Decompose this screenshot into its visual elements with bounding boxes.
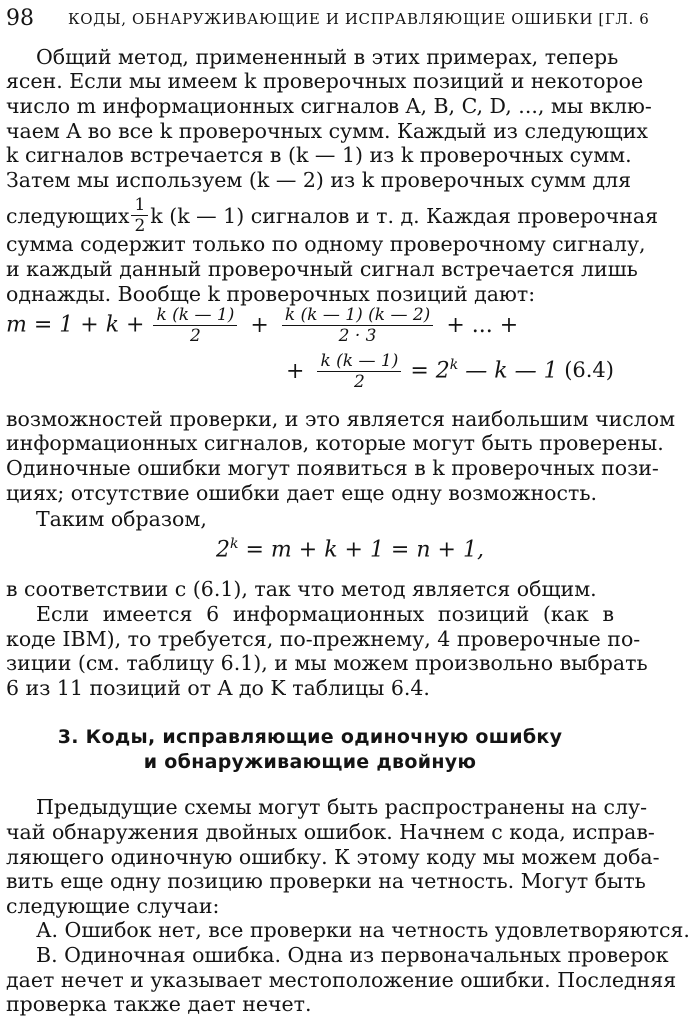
fraction [317, 351, 401, 392]
text-line: чаем A во все k проверочных сумм. Каждый из следующих [6, 119, 648, 143]
text-line-with-fraction [6, 195, 659, 236]
case-a: А. Ошибок нет, все проверки на четность удовлетворяются. [36, 918, 690, 942]
text-line: ясен. Если мы имеем k проверочных позиций и некоторое [6, 69, 644, 93]
fraction-numerator: k (k — 1) [317, 351, 401, 372]
text-line: возможностей проверки, и это является наибольшим числом [6, 407, 676, 431]
page-number: 98 [6, 6, 34, 31]
text-line: Общий метод, примененный в этих примерах, теперь [36, 45, 619, 69]
section-heading: 3. Коды, исправляющие одиночную ошибку [57, 726, 563, 748]
eq-rest: = m + k + 1 = n + 1, [245, 537, 484, 563]
page-header [6, 6, 650, 34]
text-line: Таким образом, [36, 507, 207, 531]
fraction-numerator: 1 [131, 195, 148, 216]
eq-rhs-tail: — k — 1 [465, 358, 558, 384]
equation-2k [216, 536, 484, 562]
text-line: в соответствии с (6.1), так что метод является общим. [6, 577, 597, 601]
text-line: ляющего одиночную ошибку. К этому коду мы можем доба- [6, 845, 660, 869]
running-title: КОДЫ, ОБНАРУЖИВАЮЩИЕ И ИСПРАВЛЯЮЩИЕ ОШИБКИ [ГЛ. 6 [68, 10, 650, 28]
text-line: вить еще одну позицию проверки на четность. Могут быть [6, 869, 646, 893]
text-line: коде IBM), то требуется, по-прежнему, 4 проверочные по- [6, 627, 641, 651]
text-line: k сигналов встречается в (k — 1) из k проверочных сумм. [6, 143, 632, 167]
text-line: Одиночные ошибки могут появиться в k проверочных пози- [6, 456, 659, 480]
text-line: Предыдущие схемы могут быть распространены на слу- [36, 795, 648, 819]
eq-lhs: m = 1 + k + [6, 312, 145, 338]
text-fragment: следующих [6, 203, 130, 228]
fraction-numerator: k (k — 1) (k — 2) [282, 305, 434, 326]
section-heading: и обнаруживающие двойную [143, 751, 477, 773]
fraction-numerator: k (k — 1) [153, 305, 237, 326]
fraction-denominator: 2 · 3 [338, 326, 377, 346]
fraction-half [131, 195, 148, 236]
text-line: и каждый данный проверочный сигнал встречается лишь [6, 257, 638, 281]
eq-base: 2 [216, 537, 230, 563]
fraction-denominator: 2 [190, 326, 201, 346]
text-line: информационных сигналов, которые могут быть проверены. [6, 431, 664, 455]
text-line: сумма содержит только по одному проверочному сигналу, [6, 232, 646, 256]
plus-sign: + [250, 312, 269, 338]
text-line: дает нечет и указывает местоположение ошибки. Последняя [6, 968, 677, 992]
text-line: Затем мы используем (k — 2) из k проверочных сумм для [6, 168, 632, 192]
text-line: Если имеется 6 информационных позиций (как в [36, 602, 614, 626]
text-line: следующие случаи: [6, 894, 220, 918]
text-line: проверка также дает нечет. [6, 992, 312, 1016]
plus-sign: + [286, 358, 305, 384]
text-line: число m информационных сигналов A, B, C, D, ..., мы вклю- [6, 94, 652, 118]
text-line: циях; отсутствие ошибки дает еще одну возможность. [6, 481, 597, 505]
superscript: k [230, 536, 239, 552]
text-line: чай обнаружения двойных ошибок. Начнем с кода, исправ- [6, 820, 655, 844]
fraction [153, 305, 237, 346]
equation-6-4-line1 [6, 305, 522, 346]
fraction [282, 305, 434, 346]
text-line: зиции (см. таблицу 6.1), и мы можем произвольно выбрать [6, 651, 648, 675]
text-line: однажды. Вообще k проверочных позиций дают: [6, 282, 536, 306]
eq-tail: + ... + [446, 312, 519, 338]
equation-number: (6.4) [564, 358, 614, 382]
eq-rhs: = 2 [410, 358, 450, 384]
fraction-denominator: 2 [134, 216, 146, 236]
fraction-denominator: 2 [353, 372, 365, 392]
superscript: k [449, 357, 459, 374]
equation-6-4-line2 [282, 351, 558, 392]
text-line: 6 из 11 позиций от A до K таблицы 6.4. [6, 676, 430, 700]
text-fragment: k (k — 1) сигналов и т. д. Каждая проверочная [150, 203, 659, 228]
case-b: В. Одиночная ошибка. Одна из первоначальных проверок [36, 943, 669, 967]
